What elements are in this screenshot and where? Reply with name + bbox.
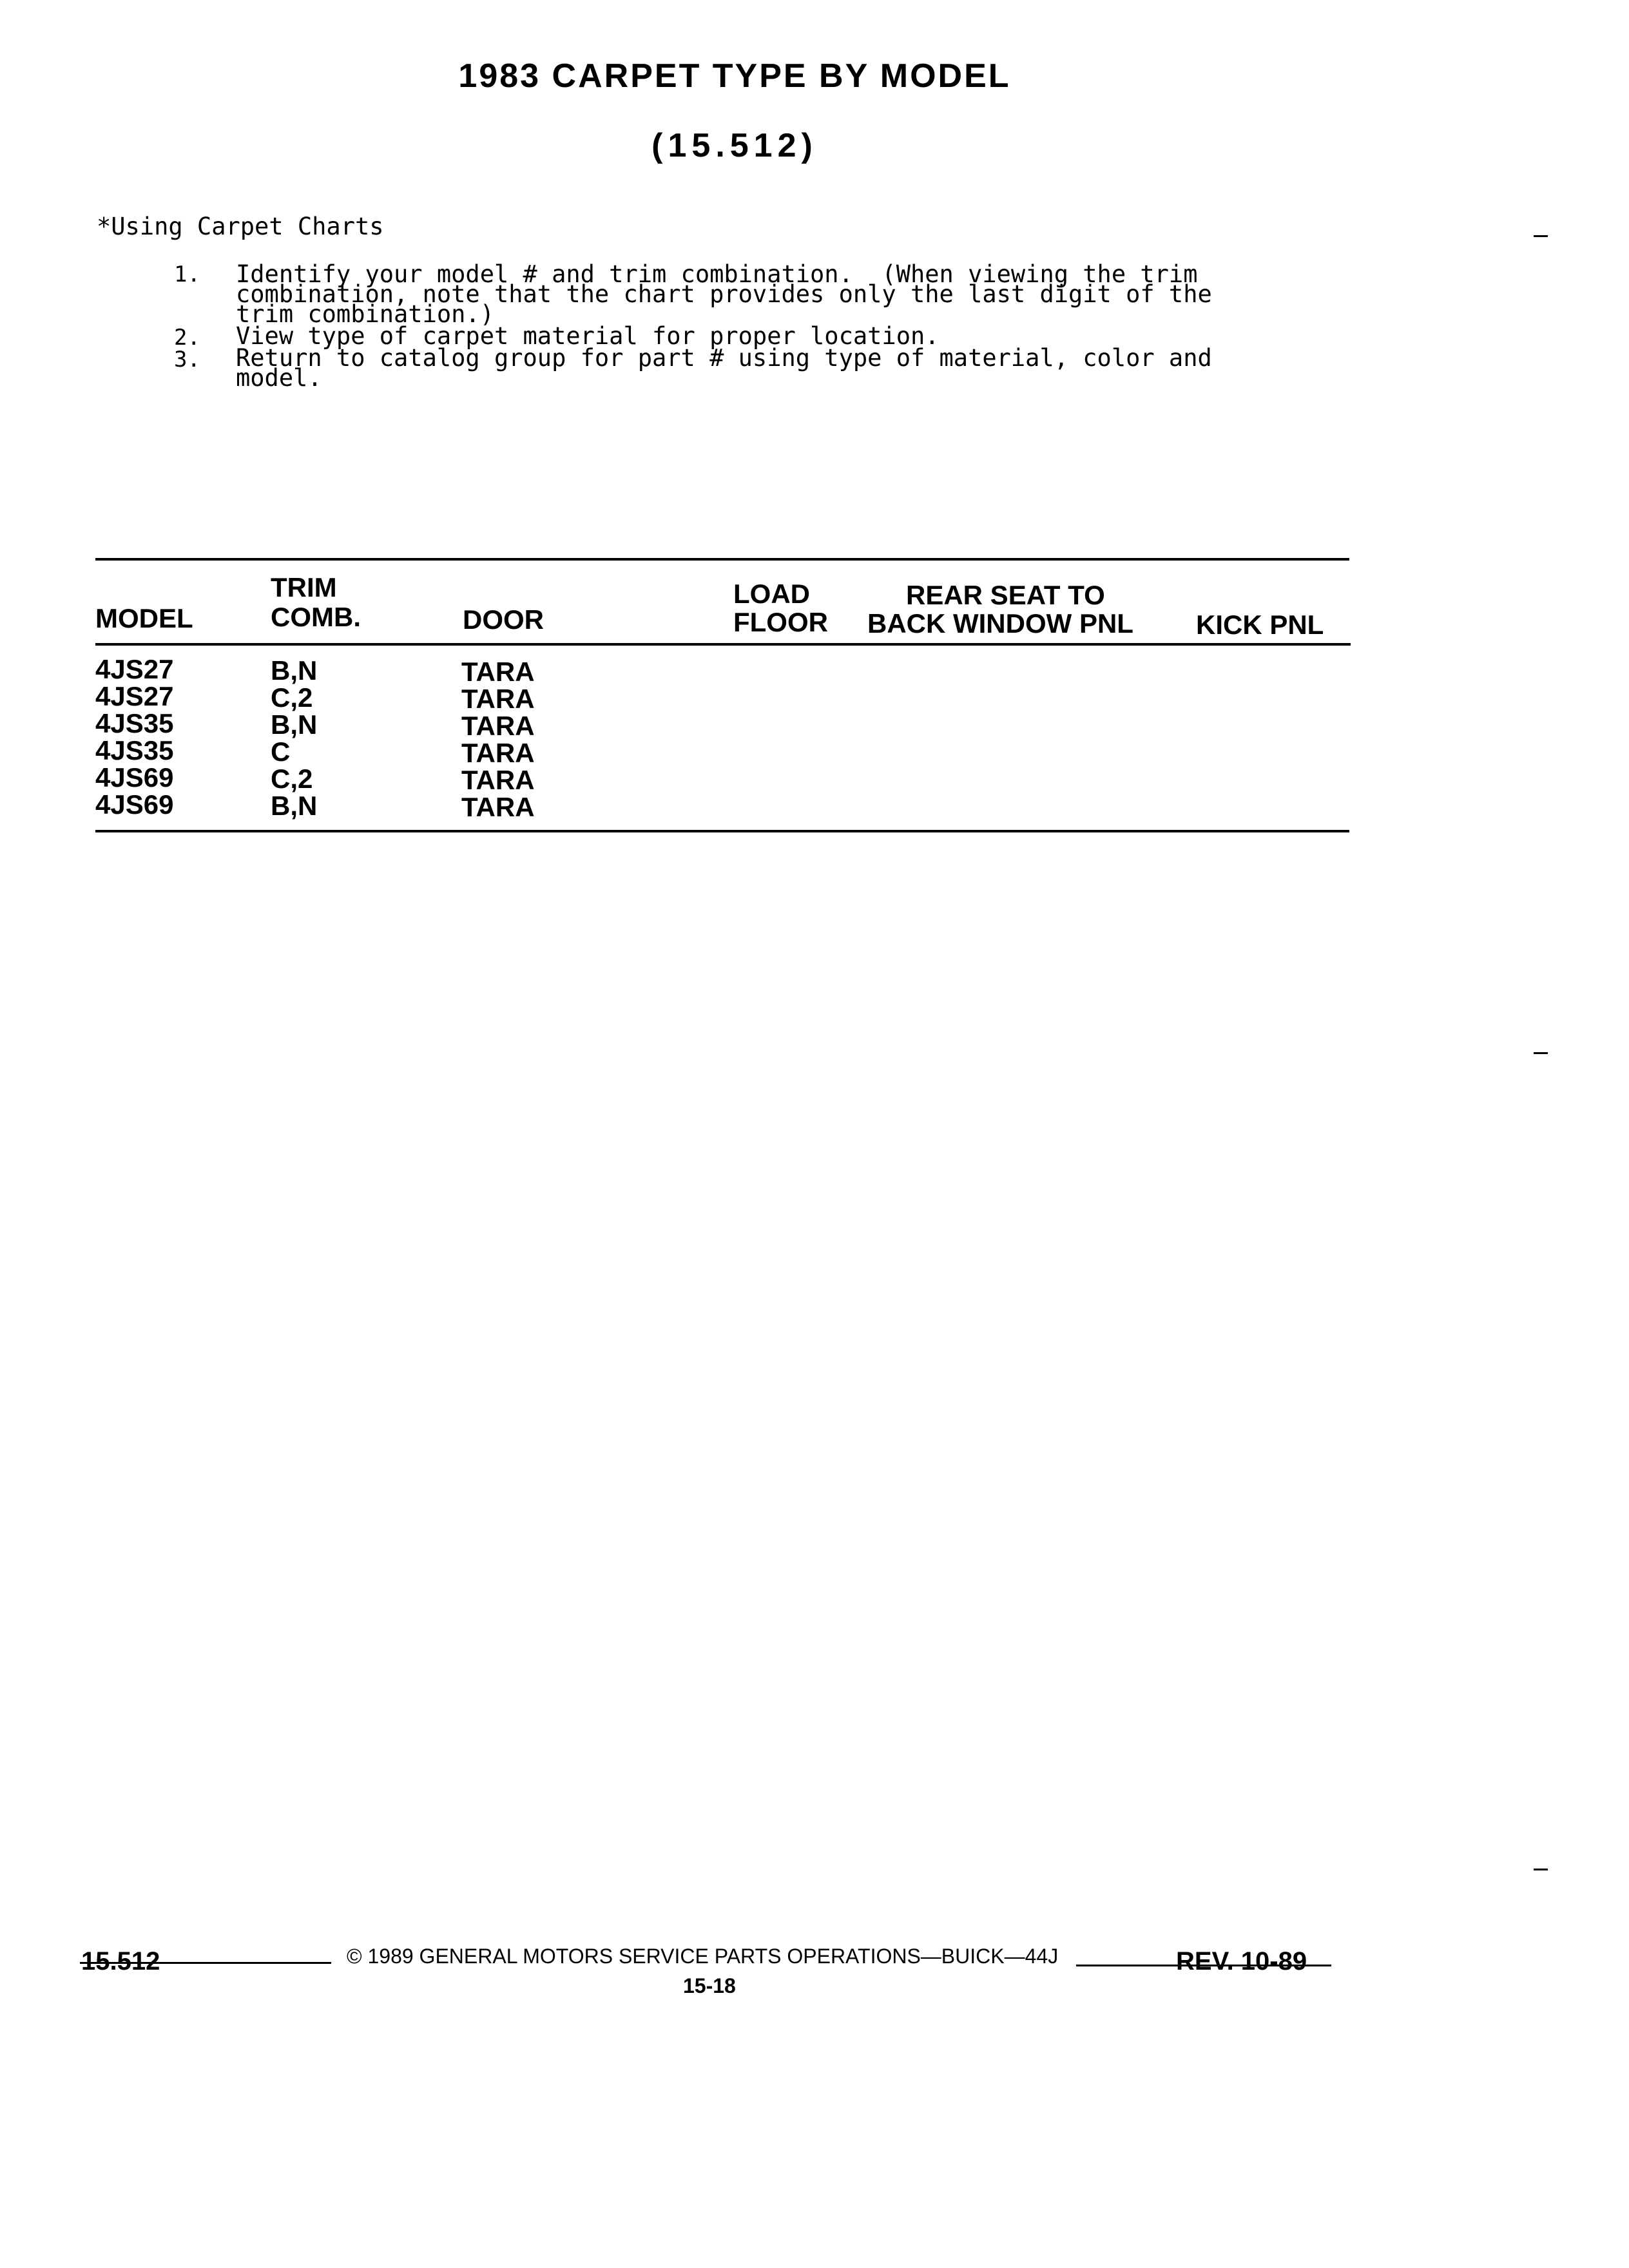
table-cell-model: 4JS35 [95, 735, 174, 765]
page-title: 1983 CARPET TYPE BY MODEL [458, 57, 1011, 95]
table-cell-model: 4JS35 [95, 708, 174, 738]
header-door: DOOR [463, 604, 544, 635]
table-cell-trim: C,2 [271, 682, 313, 713]
margin-tick [1534, 235, 1548, 237]
section-number-heading: (15.512) [651, 127, 818, 164]
step-text: model. [236, 364, 322, 392]
header-trim-comb: COMB. [271, 602, 361, 632]
header-kick-pnl: KICK PNL [1196, 610, 1324, 640]
table-top-rule [95, 558, 1349, 561]
table-cell-model: 4JS27 [95, 681, 174, 711]
step-text: combination, note that the chart provides only the last digit of the [236, 280, 1212, 308]
header-rear-seat: REAR SEAT TO [906, 580, 1105, 610]
table-cell-door: TARA [461, 684, 535, 714]
header-trim-comb: TRIM [271, 572, 337, 602]
step-number: 2. [174, 325, 200, 351]
footer-copyright: © 1989 GENERAL MOTORS SERVICE PARTS OPERATIONS—BUICK—44J [347, 1945, 1059, 1968]
header-load-floor: FLOOR [733, 607, 828, 637]
table-cell-trim: B,N [271, 655, 318, 686]
table-cell-model: 4JS69 [95, 789, 174, 820]
footer-section-number: 15.512 [81, 1947, 160, 1975]
footer-revision: REV. 10-89 [1176, 1947, 1307, 1975]
footer-page-number: 15-18 [683, 1974, 736, 1997]
table-cell-model: 4JS27 [95, 654, 174, 684]
table-cell-door: TARA [461, 792, 535, 822]
step-text: Identify your model # and trim combination. (When viewing the trim [236, 260, 1198, 288]
step-text: trim combination.) [236, 300, 494, 328]
table-cell-trim: C [271, 736, 291, 767]
margin-tick [1534, 1052, 1548, 1054]
table-cell-door: TARA [461, 738, 535, 768]
table-cell-door: TARA [461, 657, 535, 687]
step-text: Return to catalog group for part # using type of material, color and [236, 344, 1212, 372]
instructions-heading: *Using Carpet Charts [97, 213, 384, 240]
table-bottom-rule [95, 830, 1349, 832]
step-number: 1. [174, 262, 200, 287]
table-cell-door: TARA [461, 711, 535, 741]
header-load-floor: LOAD [733, 579, 810, 609]
table-header-rule [95, 643, 1351, 646]
margin-tick [1534, 1869, 1548, 1870]
table-cell-trim: B,N [271, 791, 318, 821]
table-cell-door: TARA [461, 765, 535, 795]
header-rear-seat: BACK WINDOW PNL [867, 608, 1133, 639]
table-cell-model: 4JS69 [95, 762, 174, 793]
table-cell-trim: C,2 [271, 764, 313, 794]
step-number: 3. [174, 347, 200, 372]
table-cell-trim: B,N [271, 709, 318, 740]
step-text: View type of carpet material for proper location. [236, 322, 940, 350]
header-model: MODEL [95, 603, 193, 633]
